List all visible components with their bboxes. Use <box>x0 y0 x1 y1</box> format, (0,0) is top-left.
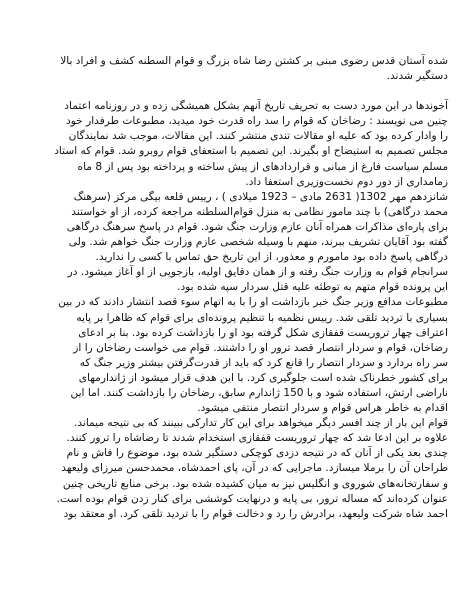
text-line: را وادار کرده بود که علیه او مقالات تندی منتشر کنند. این مقالات، موجب شد نمایندگان <box>68 130 448 143</box>
text-line: دستگیر شدند. <box>386 70 448 83</box>
paragraph-3 <box>16 190 448 522</box>
text-line: اعتراف چهار تروریست قفقازی شکل گرفته بود او را بازداشت کرده بود. بنا بر ادعای <box>78 326 448 339</box>
text-line: این پرونده قوام متهم به توطئه علیه قتل سردار سپه شده بود. <box>177 281 448 294</box>
text-line: شانزدهم مهر 1302( 2631 مادی – 1923 میلادی ) ، رییس قلعه بیگی مرکز (سرهنگ <box>73 190 448 203</box>
text-line: ناراضی ارتش، استفاده شود و با 150 ژاندارم سابق، رضاخان را بازداشت کنند. اما این <box>70 386 448 399</box>
text-line: سر راه بردارد و سردار انتصار را قانع کرد که باید از قدرت‌گرفتن بیشتر وزیر جنگ که <box>79 356 448 369</box>
text-line: چنین می نویسند : رضاخان که قوام را سد راه قدرت خود میدید، مطبوعات طرفدار خود <box>65 115 448 128</box>
text-line: آخوندها در این مورد دست به تحریف تاریخ آنهم بشکل همیشگی زده و در روزنامه اعتماد <box>64 100 448 113</box>
text-line: عنوان کرده‌اند که مساله ترور، بی پایه و درنهایت کوششی برای کنار زدن قوام بوده است. <box>56 492 448 505</box>
text-line: احمد شاه شرکت ولیعهد، برادرش را رد و دخالت قوام را با تردید تلقی کرد. او معتقد بود <box>63 507 448 520</box>
text-line: مسلم سیاست فارغ از مبانی و قراردادهای از پیش ساخته و پرداخته بود پس از 8 ماه <box>77 160 448 173</box>
text-line: شده آستان قدس رضوی مبنی بر کشتن رضا شاه بزرگ و قوام السطنه کشف و افراد بالا <box>60 55 448 67</box>
text-line: طراحان آن را برملا میسازد. ماجرایی که در آن، پای احمدشاه، محمدحسن میرزای ولیعهد <box>61 462 448 475</box>
paragraph-spacer <box>16 84 448 99</box>
text-line: برای کشور خطرناک شده است جلوگیری کرد. با این هدف قرار میشود از ژاندارمهای <box>78 371 448 384</box>
text-line: مجلس تصمیم به استیضاح او بگیرند. این تصمیم با استعفای قوام روبرو شد. قوام که استاد <box>54 145 448 158</box>
text-line: مطبوعات مدافع وزیر جنگ خبر بازداشت او را با به اتهام سوء قصد انتشار دادند که در بین <box>58 296 448 309</box>
paragraph-2 <box>16 99 448 190</box>
text-line: محمد درگاهی) با چند مامور نظامی به منزل قوام‌السلطنه مراجعه کرده، از او خواستند <box>71 205 448 218</box>
paragraph-1 <box>16 54 448 84</box>
text-line: چندی بعد یکی از آنان که در نتیجه دزدی کوچکی دستگیر شده بود، موضوع را فاش و نام <box>66 447 448 460</box>
text-line: علاوه بر این ادعا شد که چهار تروریست قفقازی استخدام شدند تا رضاشاه را ترور کنند. <box>66 432 448 445</box>
text-line: برای پاره‌ای مذاکرات همراه آنان عازم وزارت جنگ شود. قوام در پاسخ سرهنگ درگاهی <box>66 220 448 233</box>
text-line: اقدام به خاطر هراس قوام و سردار انتصار منتفی میشود. <box>197 402 448 415</box>
text-line: سرانجام قوام به وزارت جنگ رفته و از همان دقایق اولیه، بازجویی از او آغاز میشود. در <box>67 266 448 279</box>
text-line: و سفارتخانه‌های شوروی و انگلیس نیز به میان کشیده شده بود. برخی منابع تاریخی چنین <box>62 477 448 490</box>
text-line: بسیاری با تردید تلقی شد. رییس نظمیه با تنظیم پرونده‌ای برای قوام که ظاهرا بر پایه <box>76 311 448 324</box>
text-line: درگاهی پاسخ داده بود مامورم و معذور، از این تاریخ حق تماس با کسی را ندارید. <box>95 251 448 264</box>
text-line: زمامداری از دور دوم نخست‌وزیری استعفا داد. <box>245 175 448 188</box>
text-line: گفته بود آقایان تشریف ببرند، منهم با وسیله شخصی عازم وزارت جنگ خواهم شد. ولی <box>68 236 448 249</box>
text-line: قوام این بار از چند افسر دیگر میخواهد برای این کار تدارکی ببینند که بی نتیجه میماند. <box>73 417 448 430</box>
document-body <box>16 54 448 522</box>
text-line: رضاخان، قوام و سردار انتصار قصد ترور او را داشتند. قوام می خواست رضاخان را از <box>73 341 448 354</box>
